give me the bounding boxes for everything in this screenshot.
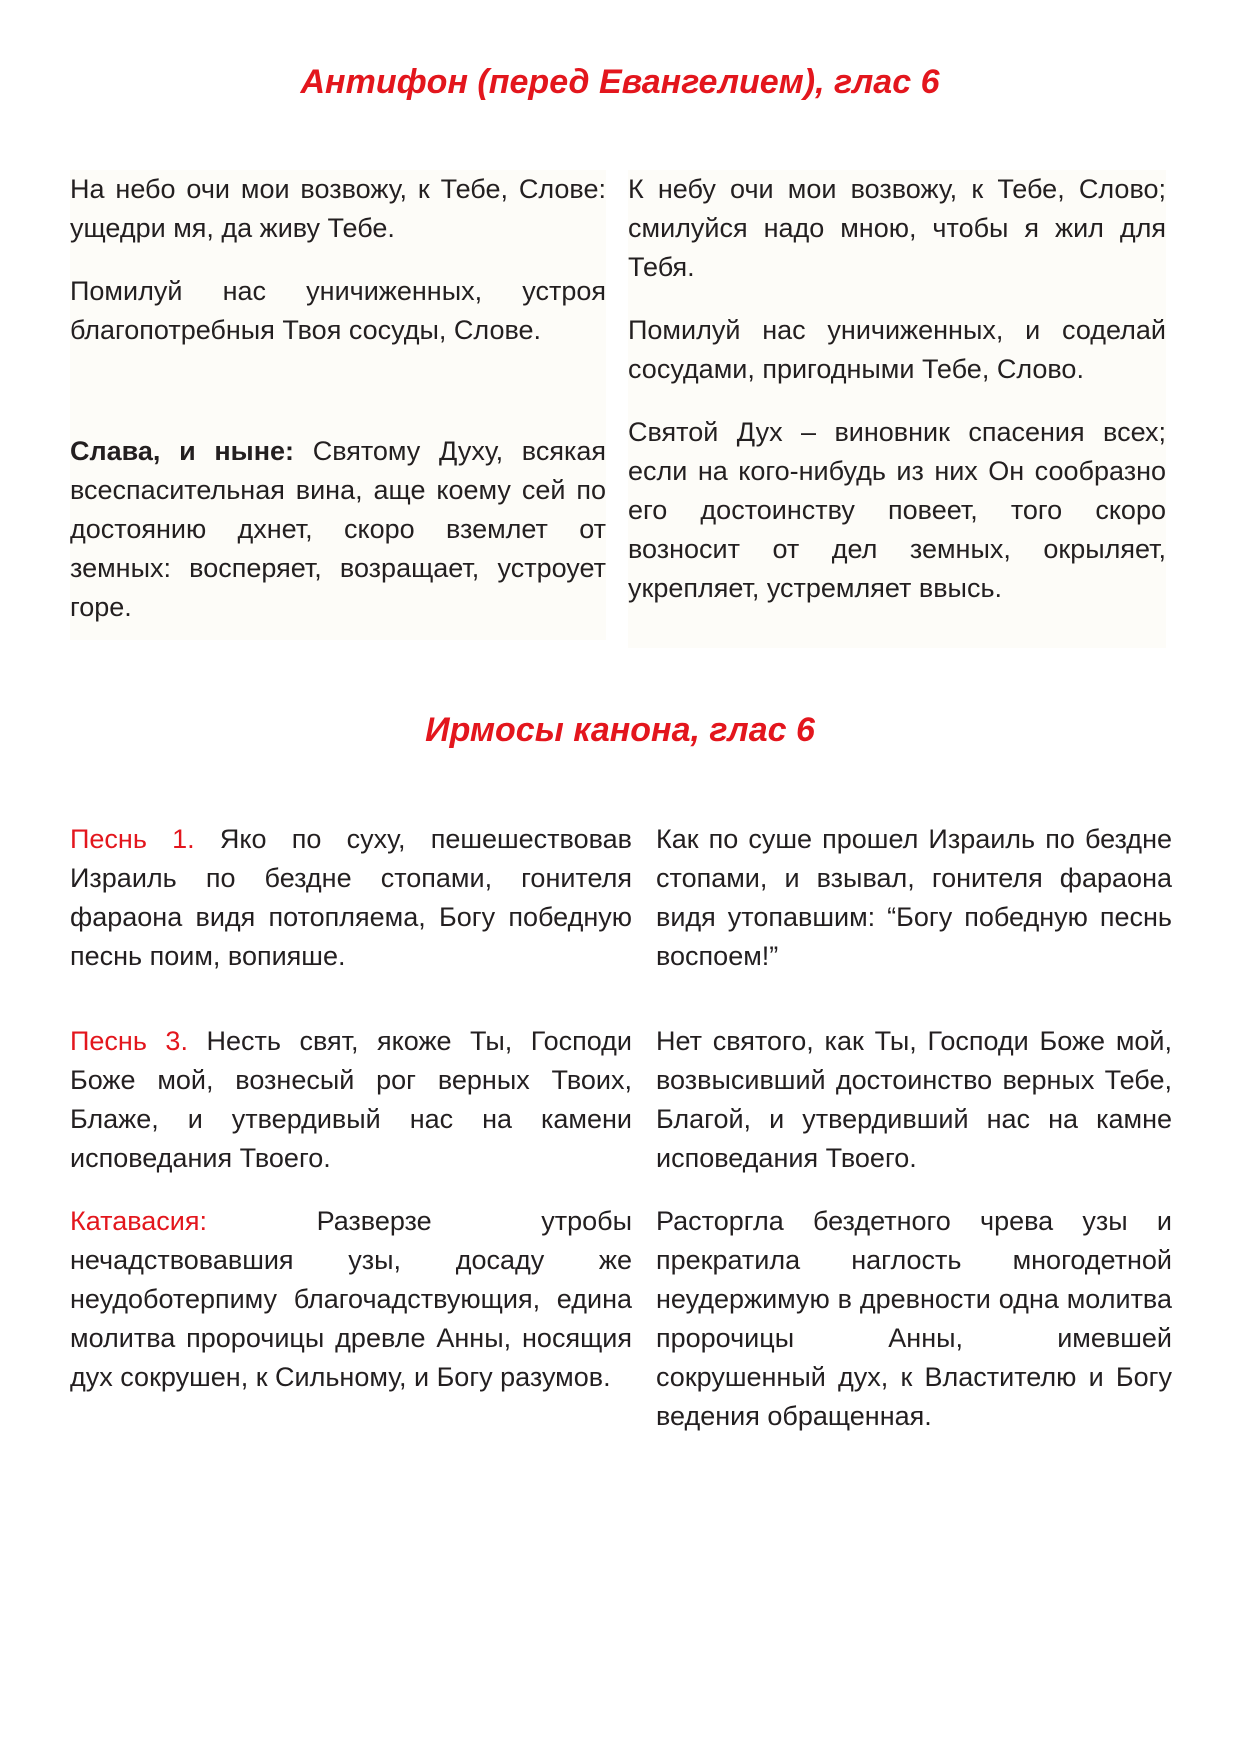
ode-1-russian: Как по суше прошел Израиль по бездне стопами, и взывал, гонителя фараона видя утопавшим: “Богу победную песнь воспоем!” [656,824,1172,971]
irmos-title: Ирмосы канона, глас 6 [425,711,815,749]
antiphon-verse-2-slavonic: Помилуй нас уничиженных, устроя благопотребныя Твоя сосуды, Слове. [70,276,606,345]
katavasia-slavonic [70,1202,632,1397]
katavasia-russian: Расторгла бездетного чрева узы и прекратила наглость многодетной неудержимую в древности одна молитва пророчицы Анны, имевшей сокрушенный дух, к Властителю и Богу ведения обращенная. [656,1206,1172,1431]
ode-1-text-slavonic: Яко по суху, пешешествовав Израиль по бездне стопами, гонителя фараона видя потопляема, Богу победную песнь поим, вопияше. [70,824,633,971]
antiphon-russian-column [628,170,1166,648]
antiphon-doxology-russian: Святой Дух – виновник спасения всех; если на кого-нибудь из них Он сообразно его достоинству повеет, того скоро возносит от дел земных, окрыляет, укрепляет, устремляет ввысь. [628,417,1166,603]
antiphon-verse-2-russian: Помилуй нас уничиженных, и соделай сосудами, пригодными Тебе, Слово. [628,315,1166,384]
antiphon-doxology-slavonic [70,432,606,627]
irmos-russian-column [656,820,1172,1460]
antiphon-verse-1-russian: К небу очи мои возвожу, к Тебе, Слово; смилуйся надо мною, чтобы я жил для Тебя. [628,174,1166,282]
antiphon-verse-1-slavonic: На небо очи мои возвожу, к Тебе, Слове: ущедри мя, да живу Тебе. [70,174,606,243]
irmos-church-slavonic-column [70,820,632,1421]
ode-3-slavonic [70,1022,632,1178]
doxology-text: Святому Духу, всякая всеспасительная вина, аще коему сей по достоянию дхнет, скоро вземлет от земных: восперяет, возращает, устроует горе. [70,436,606,622]
doxology-label: Слава, и ныне: [70,436,295,466]
ode-3-text-slavonic: Несть свят, якоже Ты, Господи Боже мой, вознесый рог верных Твоих, Блаже, и утвердивый нас на камени исповедания Твоего. [70,1026,632,1173]
antiphon-title: Антифон (перед Евангелием), глас 6 [300,63,940,101]
katavasia-label: Катавасия: [70,1206,207,1236]
antiphon-church-slavonic-column [70,170,606,640]
ode-1-slavonic [70,820,632,976]
ode-3-label: Песнь 3. [70,1026,188,1056]
ode-3-russian: Нет святого, как Ты, Господи Боже мой, возвысивший достоинство верных Тебе, Благой, и утвердивший нас на камне исповедания Твоего. [656,1026,1172,1173]
katavasia-text-slavonic: Разверзе утробы нечадствовавшия узы, досаду же неудоботерпиму благочадствующия, едина молитва пророчицы древле Анны, носящия дух сокрушен, к Сильному, и Богу разумов. [70,1206,632,1392]
ode-1-label: Песнь 1. [70,824,195,854]
